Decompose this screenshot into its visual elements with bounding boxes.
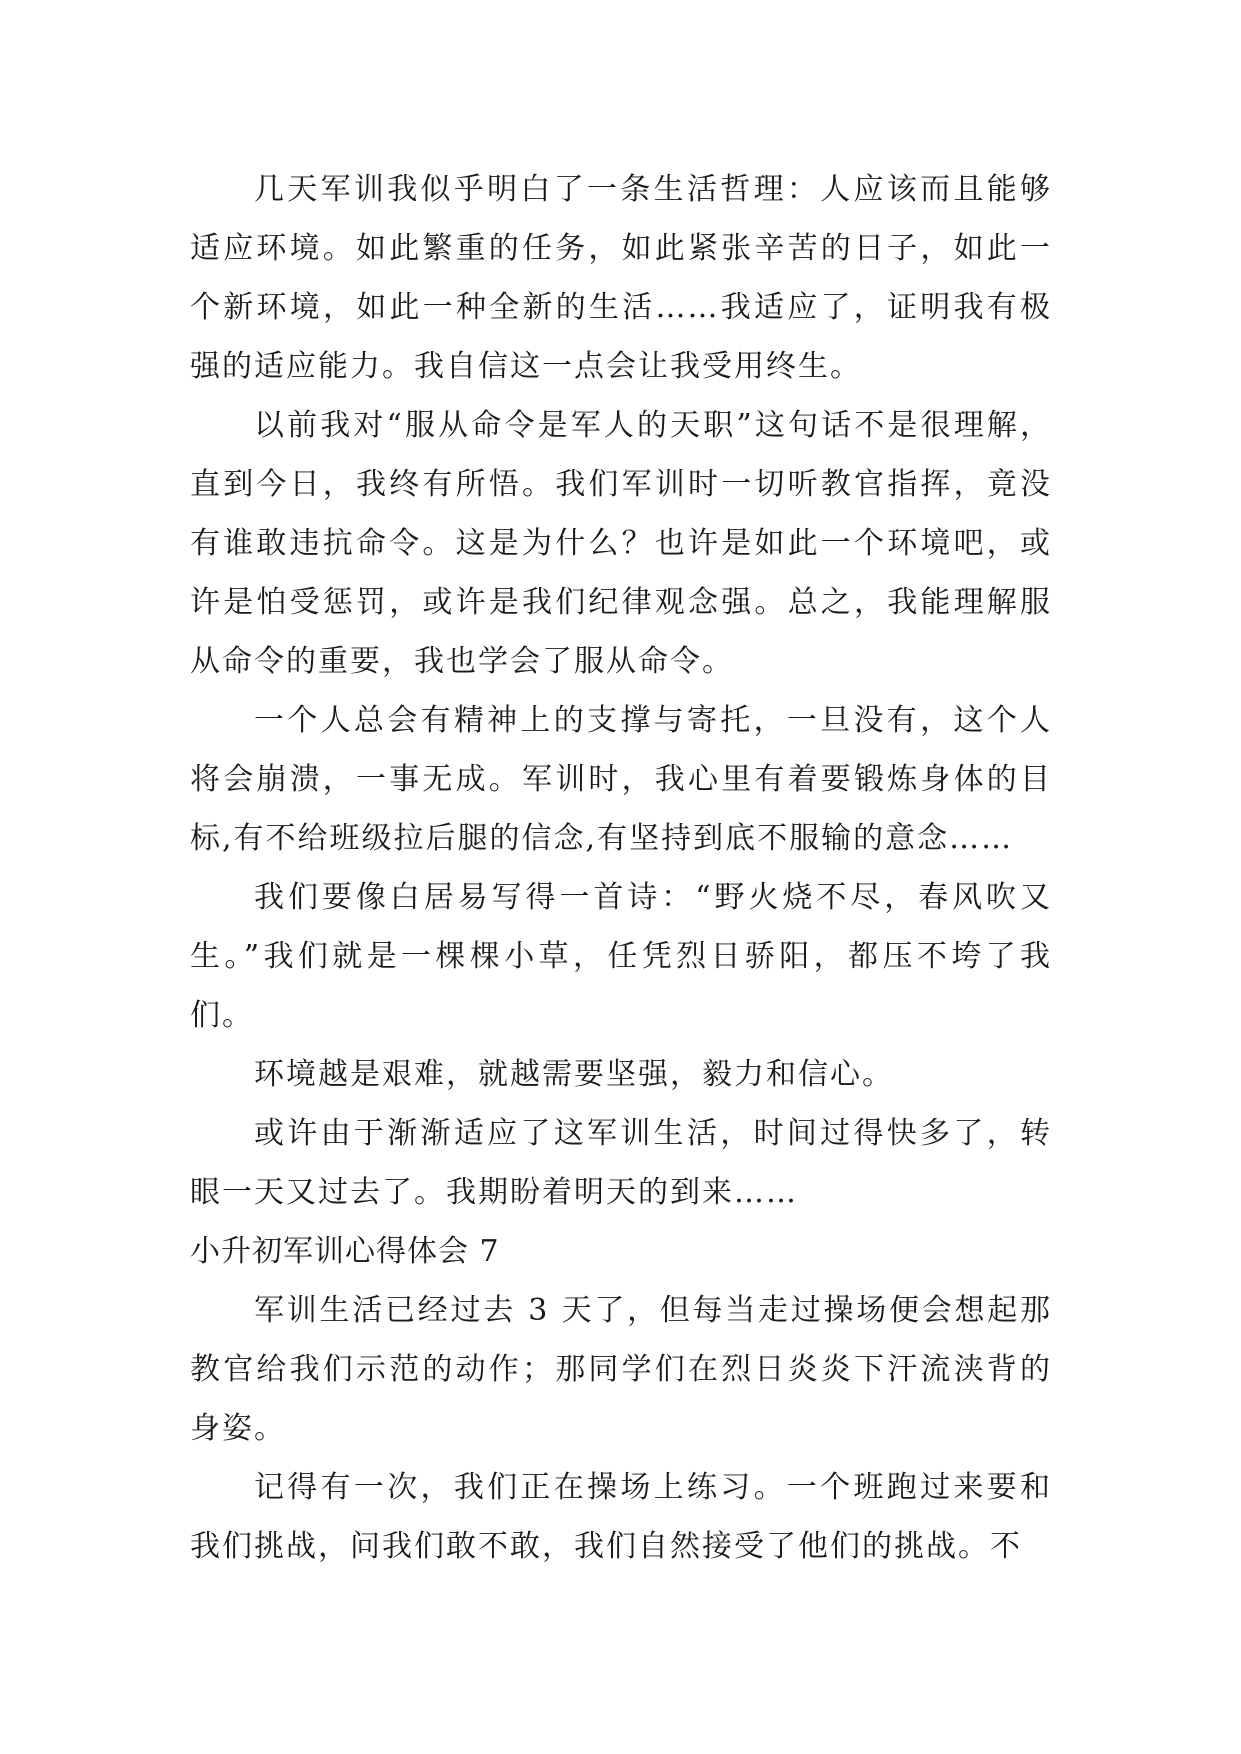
section-heading: 小升初军训心得体会 7	[190, 1234, 500, 1269]
paragraph-3: 一个人总会有精神上的支撑与寄托，一旦没有，这个人将会崩溃，一事无成。军训时，我心里有着要锻炼身体的目标,有不给班级拉后腿的信念,有坚持到底不服输的意念……	[190, 703, 1052, 856]
paragraph-2: 以前我对“服从命令是军人的天职”这句话不是很理解，直到今日，我终有所悟。我们军训时一切听教官指挥，竟没有谁敢违抗命令。这是为什么？也许是如此一个环境吧，或许是怕受惩罚，或许是我们纪律观念强。总之，我能理解服从命令的重要，我也学会了服从命令。	[190, 408, 1052, 679]
paragraph-6: 或许由于渐渐适应了这军训生活，时间过得快多了，转眼一天又过去了。我期盼着明天的到来……	[190, 1116, 1052, 1210]
paragraph-7: 军训生活已经过去 3 天了，但每当走过操场便会想起那教官给我们示范的动作；那同学们在烈日炎炎下汗流浃背的身姿。	[190, 1293, 1052, 1446]
paragraph-8: 记得有一次，我们正在操场上练习。一个班跑过来要和我们挑战，问我们敢不敢，我们自然接受了他们的挑战。不	[190, 1470, 1052, 1564]
paragraph-4: 我们要像白居易写得一首诗：“野火烧不尽，春风吹又生。”我们就是一棵棵小草，任凭烈日骄阳，都压不垮了我们。	[190, 880, 1052, 1033]
paragraph-1: 几天军训我似乎明白了一条生活哲理：人应该而且能够适应环境。如此繁重的任务，如此紧张辛苦的日子，如此一个新环境，如此一种全新的生活……我适应了，证明我有极强的适应能力。我自信这一点会让我受用终生。	[190, 172, 1052, 384]
document-body	[190, 160, 1052, 1576]
paragraph-5: 环境越是艰难，就越需要坚强，毅力和信心。	[254, 1057, 894, 1092]
